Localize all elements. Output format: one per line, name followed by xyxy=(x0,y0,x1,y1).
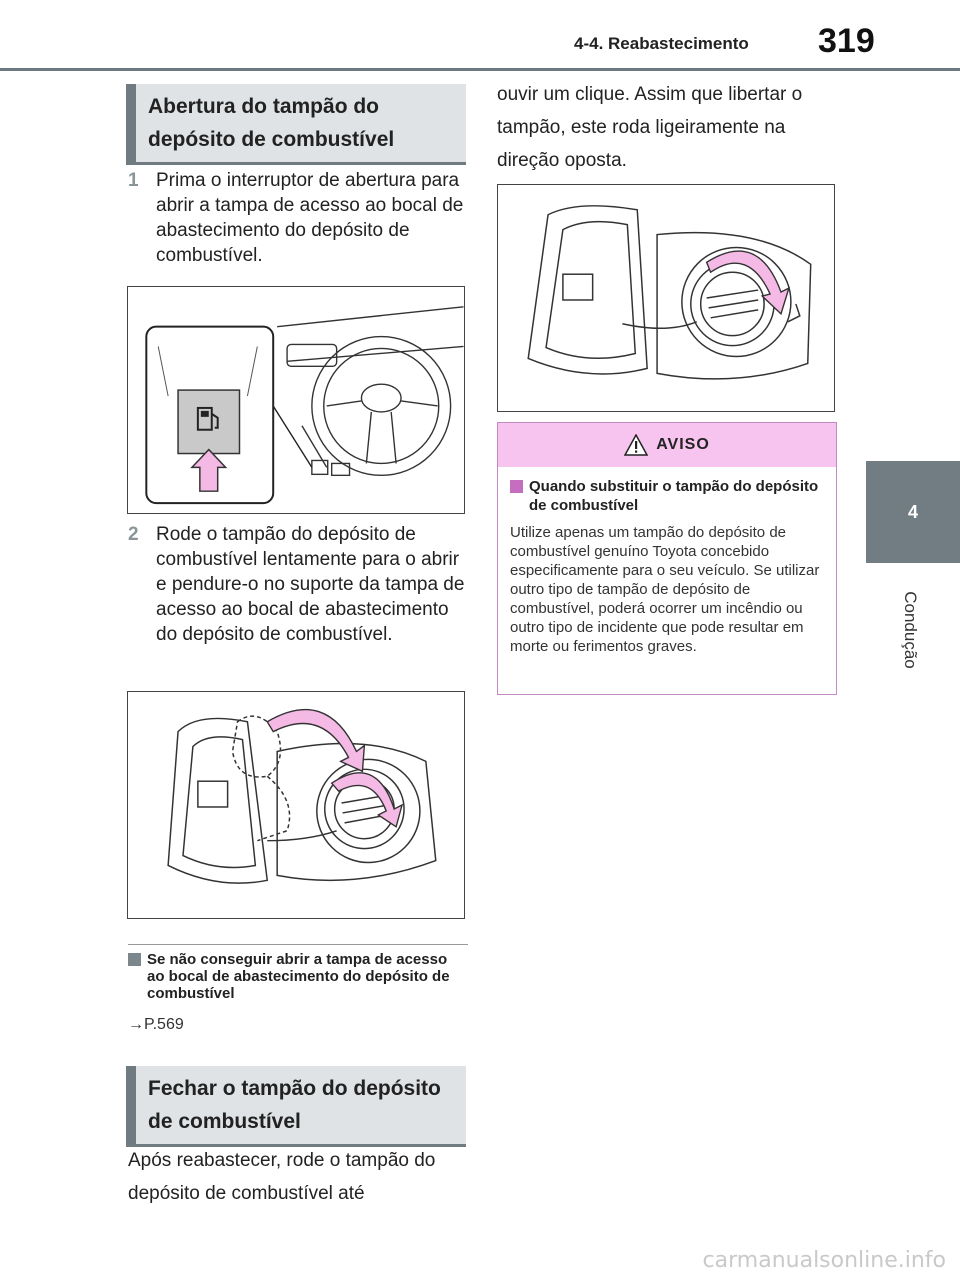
rotate-arrow-icon xyxy=(707,251,789,314)
step-number: 2 xyxy=(128,524,139,545)
chapter-label: Condução xyxy=(901,591,920,669)
dashboard-illustration xyxy=(128,287,464,513)
figure-cap-removal xyxy=(127,691,465,919)
warning-title: AVISO xyxy=(656,436,710,453)
step-1 xyxy=(128,168,468,268)
step-text: Rode o tampão do depósito de combustível lentamente para o abrir e pendure-o no suporte da tampa de acesso ao bocal de abastecimento do depósito de combustível. xyxy=(156,524,465,645)
heading-close-fuel-cap: Fechar o tampão do depósito de combustível xyxy=(126,1066,466,1147)
warning-header xyxy=(498,423,836,467)
bullet-square xyxy=(510,480,523,493)
warning-box xyxy=(497,422,837,695)
page-number: 319 xyxy=(818,22,875,60)
figure-cap-closing xyxy=(497,184,835,412)
warning-subheading-text: Quando substituir o tampão do depósito de combustível xyxy=(529,478,819,514)
fuel-cap-closing-illustration xyxy=(498,185,834,411)
warning-triangle-icon xyxy=(624,434,648,456)
step-number: 1 xyxy=(128,170,139,191)
step-2 xyxy=(128,522,468,647)
note-heading xyxy=(128,944,468,1002)
section-title: 4-4. Reabastecimento xyxy=(574,34,749,53)
step-text: Prima o interruptor de abertura para abrir a tampa de acesso ao bocal de abastecimento do depósito de combustível. xyxy=(156,170,464,266)
bullet-square xyxy=(128,953,141,966)
header-rule xyxy=(0,68,960,71)
page-reference-link[interactable]: →P.569 xyxy=(128,1016,184,1033)
chapter-tab: 4 xyxy=(866,461,960,563)
figure-opener-switch xyxy=(127,286,465,514)
heading-open-fuel-cap: Abertura do tampão do depósito de combustível xyxy=(126,84,466,165)
warning-body: Utilize apenas um tampão do depósito de combustível genuíno Toyota concebido especificamente para o seu veículo. Se utilizar outro tipo de tampão de depósito de combustível, poderá ocorrer um incêndio ou outro tipo de incidente que pode resultar em morte ou ferimentos graves. xyxy=(510,524,820,655)
note-heading-text: Se não conseguir abrir a tampa de acesso ao bocal de abastecimento do depósito de combustível xyxy=(147,951,450,1002)
continued-paragraph: ouvir um clique. Assim que libertar o tampão, este roda ligeiramente na direção oposta. xyxy=(497,84,803,171)
closing-paragraph: Após reabastecer, rode o tampão do depósito de combustível até xyxy=(128,1150,436,1204)
warning-subheading xyxy=(498,467,836,515)
fuel-door-illustration xyxy=(128,692,464,918)
watermark: carmanualsonline.info xyxy=(702,1248,946,1273)
